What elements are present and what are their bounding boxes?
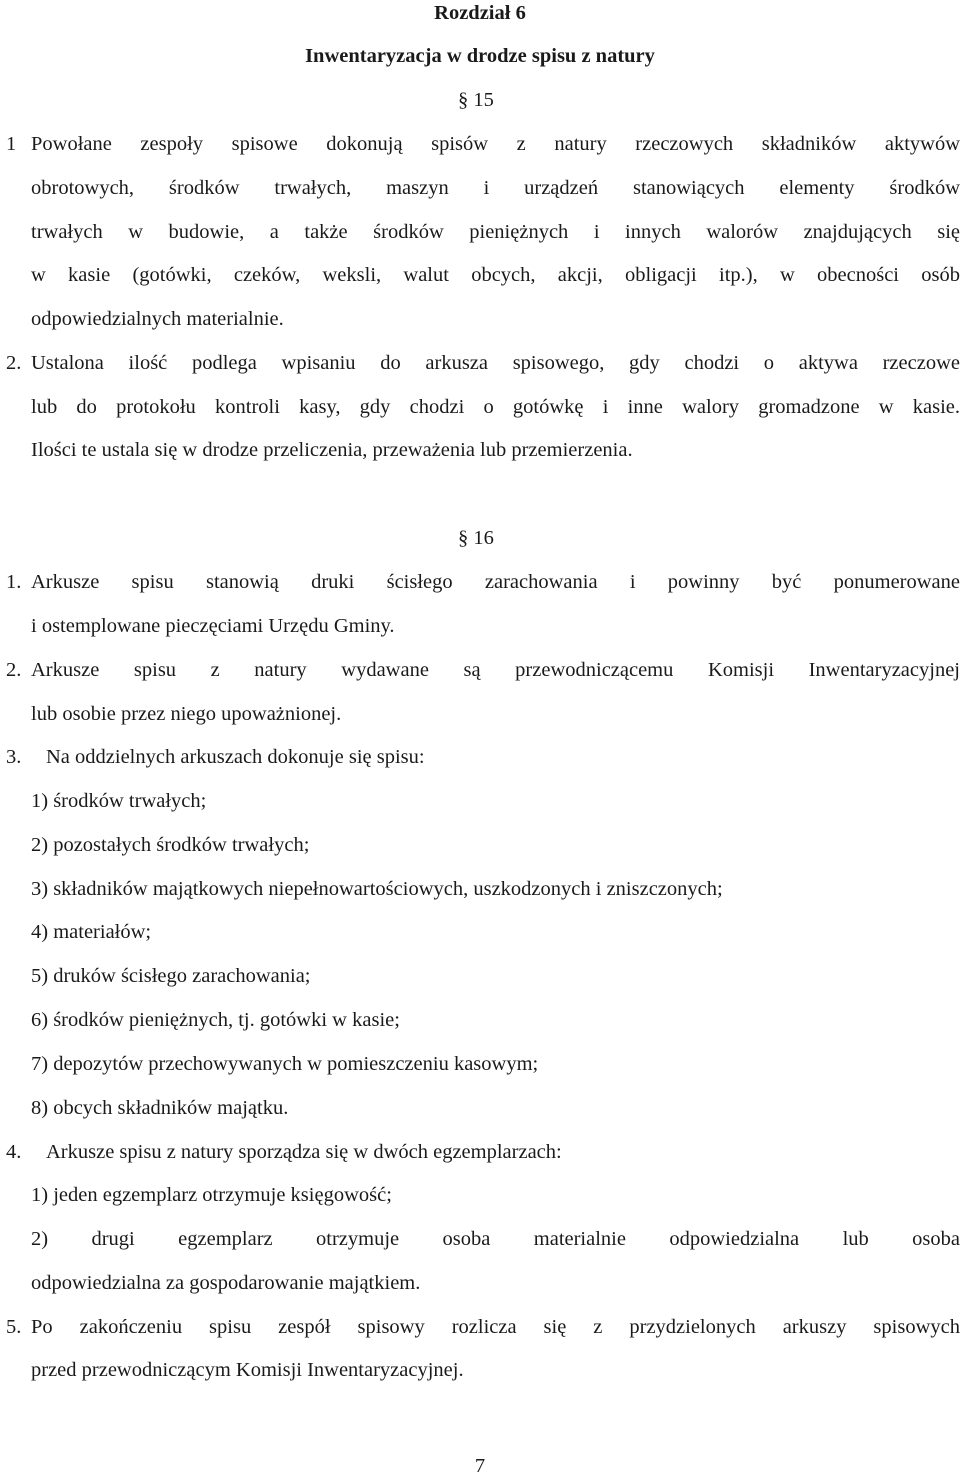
section-number: 15 — [473, 89, 494, 111]
list-item: 4) materiałów; — [31, 921, 152, 943]
paragraph-line: przed przewodniczącym Komisji Inwentaryzacyjnej. — [31, 1359, 464, 1381]
paragraph-line: obrotowych, środków trwałych, maszyn i urządzeń stanowiących elementy środków — [31, 177, 960, 199]
paragraph-number: 2. — [6, 659, 22, 681]
paragraph-line: odpowiedzialnych materialnie. — [31, 308, 284, 330]
paragraph-line: trwałych w budowie, a także środków pieniężnych i innych walorów znajdujących się — [31, 221, 960, 243]
list-item: 2) pozostałych środków trwałych; — [31, 834, 310, 856]
list-item: 3) składników majątkowych niepełnowartościowych, uszkodzonych i zniszczonych; — [31, 878, 723, 900]
section-symbol: § — [458, 89, 469, 111]
list-item: 1) jeden egzemplarz otrzymuje księgowość; — [31, 1184, 392, 1206]
list-item: 8) obcych składników majątku. — [31, 1097, 289, 1119]
section-15-heading — [458, 90, 494, 111]
paragraph-number: 5. — [6, 1316, 22, 1338]
chapter-subtitle: Inwentaryzacja w drodze spisu z natury — [305, 45, 655, 67]
list-item-continuation: odpowiedzialna za gospodarowanie majątkiem. — [31, 1272, 421, 1294]
paragraph-line: Ilości te ustala się w drodze przeliczenia, przeważenia lub przemierzenia. — [31, 439, 633, 461]
section-symbol: § — [458, 527, 469, 549]
paragraph-number: 3. — [6, 746, 22, 768]
paragraph-number: 2. — [6, 352, 22, 374]
list-item: 6) środków pieniężnych, tj. gotówki w kasie; — [31, 1009, 400, 1031]
paragraph-line: i ostemplowane pieczęciami Urzędu Gminy. — [31, 615, 395, 637]
page-number: 7 — [474, 1455, 486, 1477]
chapter-title: Rozdział 6 — [434, 2, 526, 24]
paragraph-line: Powołane zespoły spisowe dokonują spisów z natury rzeczowych składników aktywów — [31, 133, 960, 155]
paragraph-line: lub do protokołu kontroli kasy, gdy chodzi o gotówkę i inne walory gromadzone w kasie. — [31, 396, 960, 418]
list-item: 5) druków ścisłego zarachowania; — [31, 965, 311, 987]
section-16-heading — [458, 528, 494, 549]
paragraph-number: 1. — [6, 571, 22, 593]
paragraph-number: 1 — [6, 133, 17, 155]
section-number: 16 — [473, 527, 494, 549]
paragraph-line: lub osobie przez niego upoważnionej. — [31, 703, 342, 725]
list-item: 7) depozytów przechowywanych w pomieszczeniu kasowym; — [31, 1053, 539, 1075]
paragraph-intro: Arkusze spisu z natury sporządza się w dwóch egzemplarzach: — [46, 1141, 562, 1163]
paragraph-line: Ustalona ilość podlega wpisaniu do arkusza spisowego, gdy chodzi o aktywa rzeczowe — [31, 352, 960, 374]
list-item: 1) środków trwałych; — [31, 790, 207, 812]
paragraph-line: Po zakończeniu spisu zespół spisowy rozlicza się z przydzielonych arkuszy spisowych — [31, 1316, 960, 1338]
paragraph-intro: Na oddzielnych arkuszach dokonuje się spisu: — [46, 746, 425, 768]
paragraph-line: Arkusze spisu z natury wydawane są przewodniczącemu Komisji Inwentaryzacyjnej — [31, 659, 960, 681]
paragraph-line: Arkusze spisu stanowią druki ścisłego zarachowania i powinny być ponumerowane — [31, 571, 960, 593]
paragraph-line: w kasie (gotówki, czeków, weksli, walut obcych, akcji, obligacji itp.), w obecności osób — [31, 264, 960, 286]
paragraph-number: 4. — [6, 1141, 22, 1163]
list-item: 2) drugi egzemplarz otrzymuje osoba materialnie odpowiedzialna lub osoba — [31, 1228, 960, 1250]
